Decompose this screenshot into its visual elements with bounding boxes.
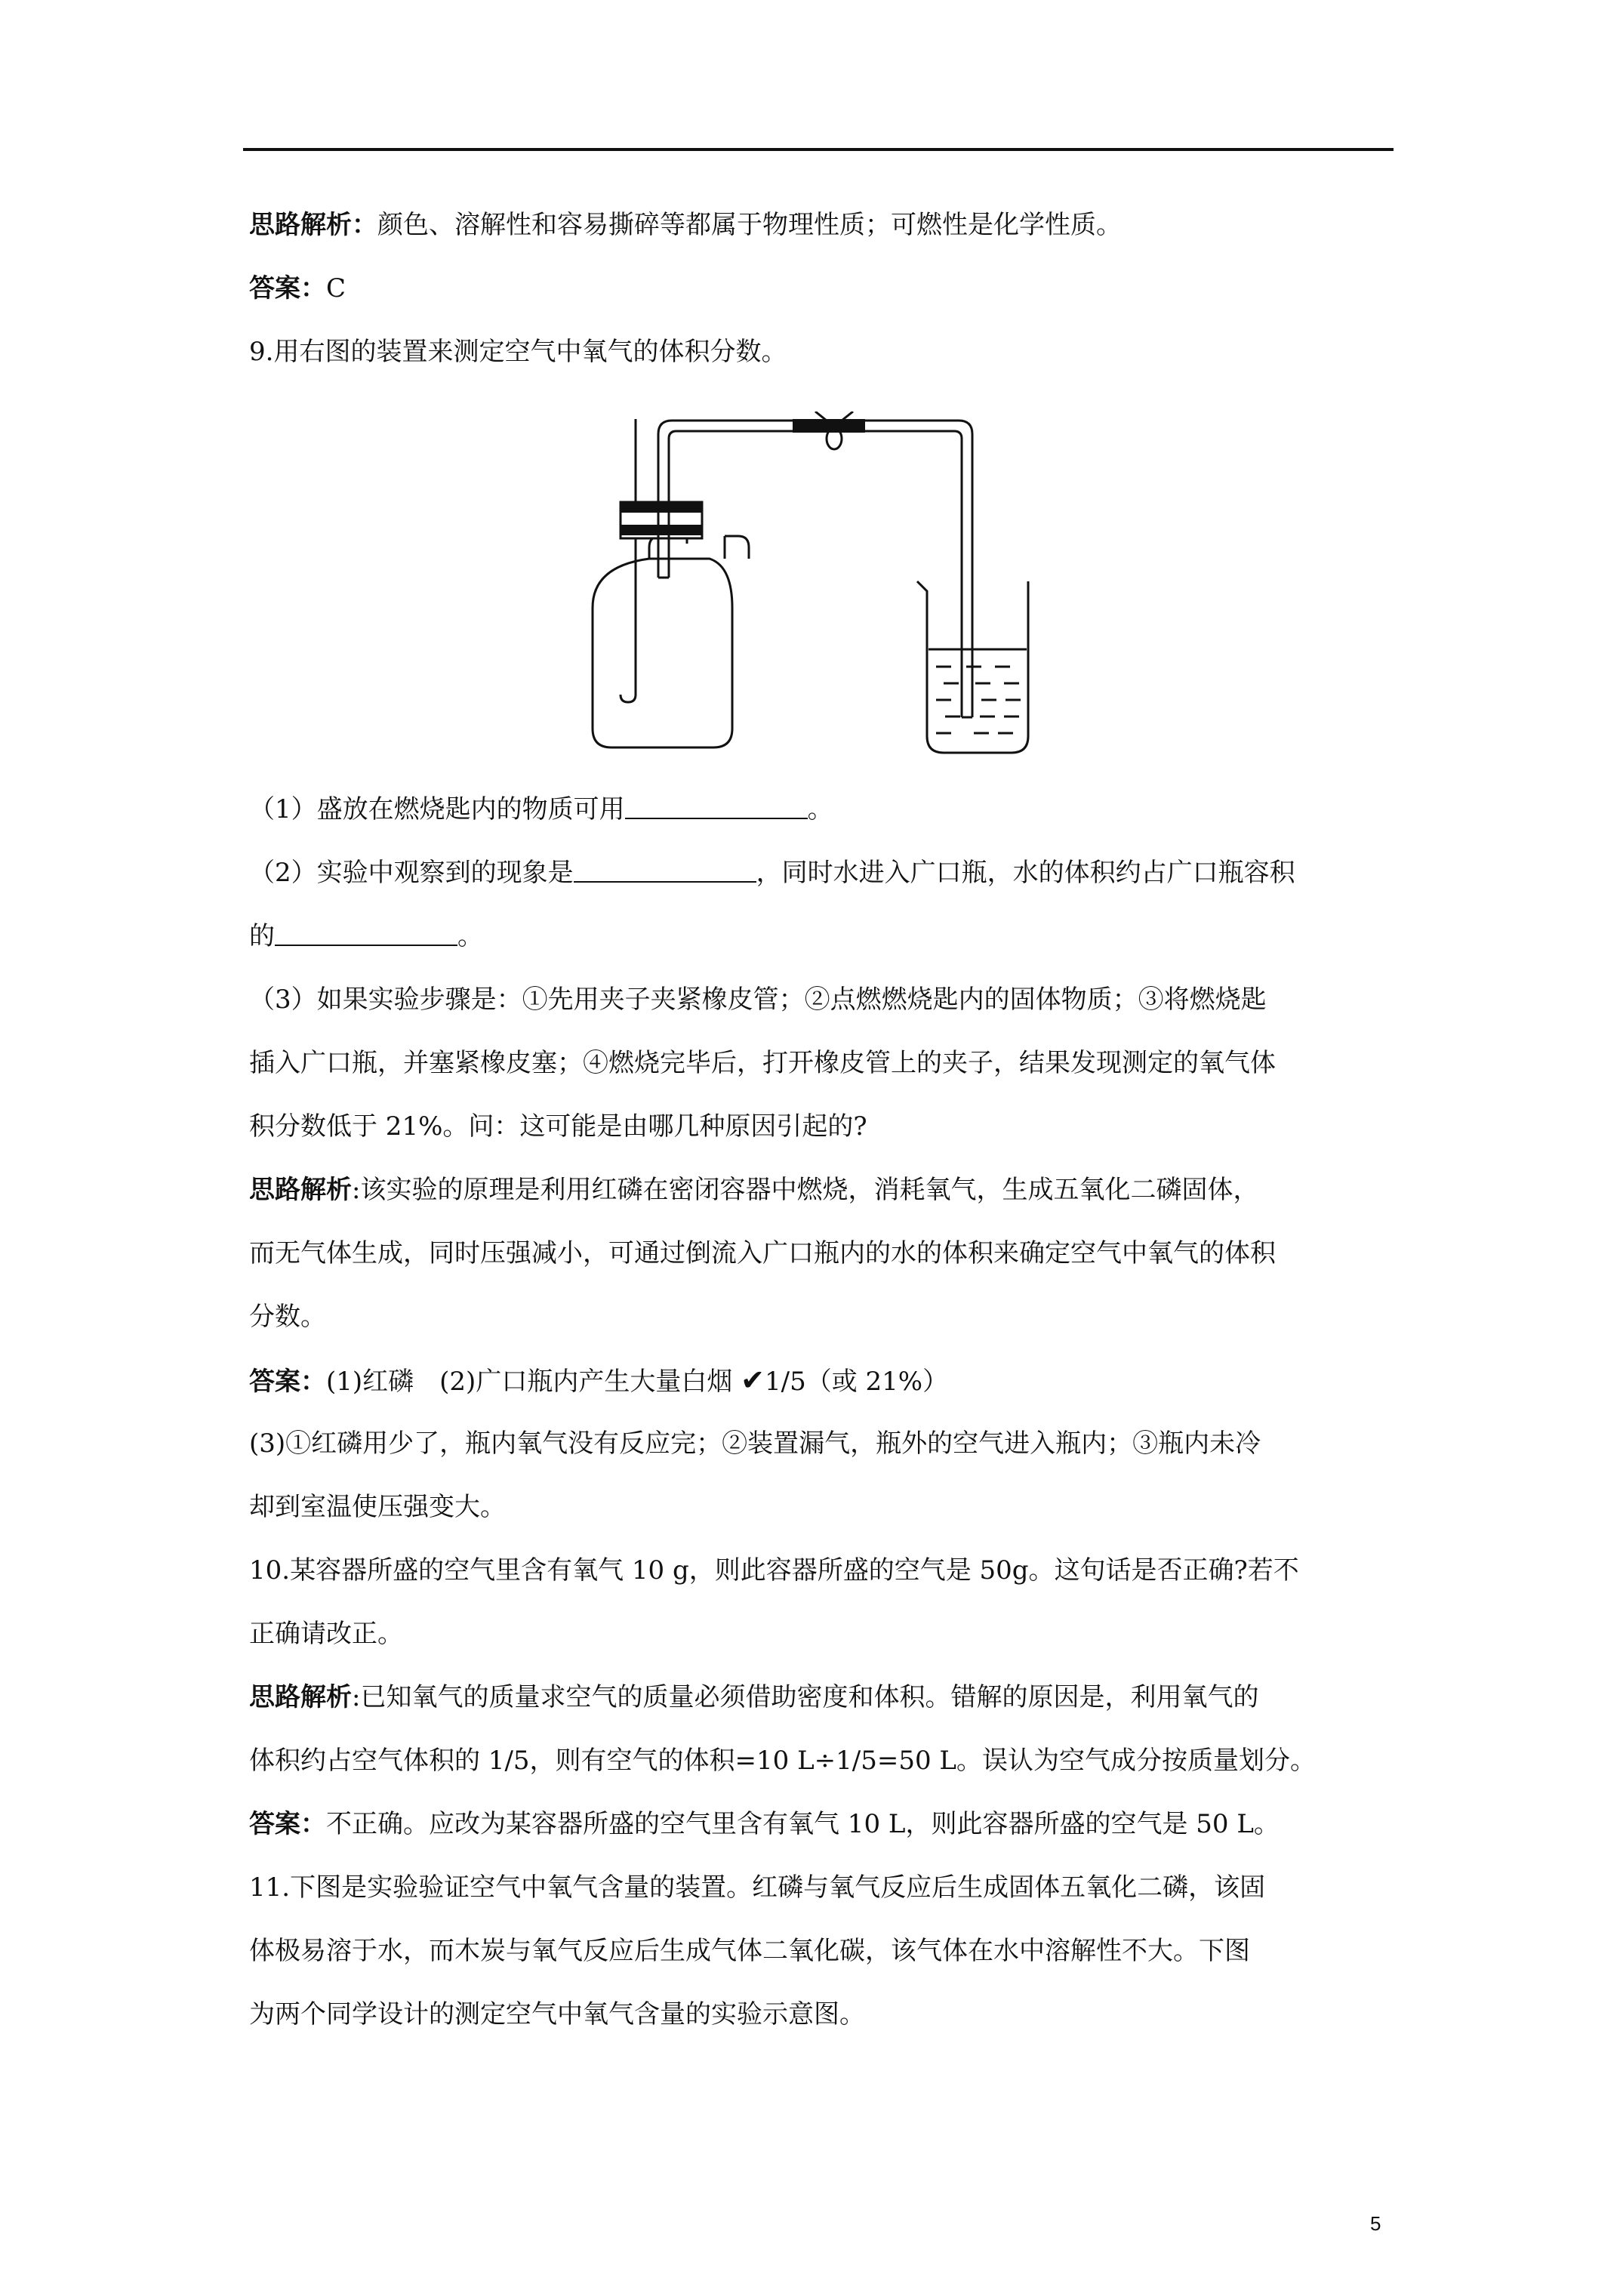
analysis-label: 思路解析： bbox=[249, 210, 377, 240]
analysis-line bbox=[249, 210, 1397, 240]
answer-label: 答案： bbox=[249, 1367, 326, 1397]
question-11-line-3: 为两个同学设计的测定空气中氧气含量的实验示意图。 bbox=[249, 1999, 865, 2029]
answer-text: C bbox=[326, 273, 346, 304]
question-9-part-2: （2）实验中观察到的现象是 ，同时水进入广口瓶，水的体积约占广口瓶容积 bbox=[249, 858, 1295, 888]
analysis-label: 思路解析 bbox=[249, 1682, 352, 1712]
question-10-stem-line-1: 10.某容器所盛的空气里含有氧气 10 g，则此容器所盛的空气是 50g。这句话是否正确?若不 bbox=[249, 1555, 1299, 1586]
combustion-spoon bbox=[621, 695, 636, 702]
question-9-answer-line-3: 却到室温使压强变大。 bbox=[249, 1492, 506, 1522]
question-11-line-1: 11.下图是实验验证空气中氧气含量的装置。红磷与氧气反应后生成固体五氧化二磷，该固 bbox=[249, 1872, 1266, 1903]
header-rule bbox=[243, 148, 1394, 151]
apparatus-diagram bbox=[581, 411, 1042, 759]
page-number: 5 bbox=[1370, 2212, 1381, 2235]
answer-blank[interactable] bbox=[574, 860, 756, 883]
question-9-answer-line-1: 答案：(1)红磷 (2)广口瓶内产生大量白烟 ✔1/5（或 21%） bbox=[249, 1364, 949, 1397]
question-10-analysis-line-2: 体积约占空气体积的 1/5，则有空气的体积=10 L÷1/5=50 L。误认为空气成分按质量划分。 bbox=[249, 1746, 1317, 1776]
glass-tube-outer bbox=[658, 421, 972, 717]
bottle-body bbox=[593, 559, 732, 747]
analysis-label: 思路解析 bbox=[249, 1175, 352, 1205]
glass-tube-inner bbox=[669, 431, 962, 717]
stopper-band-top bbox=[621, 502, 702, 513]
answer-line bbox=[249, 273, 1397, 304]
check-mark-icon: ✔ bbox=[741, 1364, 765, 1397]
question-9-analysis-line-1: 思路解析:该实验的原理是利用红磷在密闭容器中燃烧，消耗氧气，生成五氧化二磷固体， bbox=[249, 1175, 1259, 1205]
question-10-stem-line-2: 正确请改正。 bbox=[249, 1619, 403, 1649]
water-dashes bbox=[936, 667, 1021, 733]
question-9-analysis-line-3: 分数。 bbox=[249, 1302, 326, 1332]
analysis-text: 颜色、溶解性和容易撕碎等都属于物理性质；可燃性是化学性质。 bbox=[377, 210, 1122, 240]
question-9-part-3-line-2: 插入广口瓶，并塞紧橡皮塞；④燃烧完毕后，打开橡皮管上的夹子，结果发现测定的氧气体 bbox=[249, 1048, 1276, 1078]
question-10-answer: 答案：不正确。应改为某容器所盛的空气里含有氧气 10 L，则此容器所盛的空气是 50 L。 bbox=[249, 1809, 1280, 1839]
question-9-stem: 9.用右图的装置来测定空气中氧气的体积分数。 bbox=[249, 337, 787, 367]
question-9-part-3-line-3: 积分数低于 21%。问：这可能是由哪几种原因引起的? bbox=[249, 1111, 867, 1142]
question-9-part-2-cont: 的 。 bbox=[249, 921, 483, 951]
question-10-analysis-line-1: 思路解析:已知氧气的质量求空气的质量必须借助密度和体积。错解的原因是，利用氧气的 bbox=[249, 1682, 1259, 1712]
question-9-analysis-line-2: 而无气体生成，同时压强减小，可通过倒流入广口瓶内的水的体积来确定空气中氧气的体积 bbox=[249, 1238, 1276, 1268]
question-9-answer-line-2: (3)①红磷用少了，瓶内氧气没有反应完；②装置漏气，瓶外的空气进入瓶内；③瓶内未冷 bbox=[249, 1428, 1261, 1459]
answer-blank[interactable] bbox=[625, 797, 808, 819]
stopper-band-bottom bbox=[621, 525, 702, 535]
question-9-part-1: （1）盛放在燃烧匙内的物质可用 。 bbox=[249, 794, 833, 824]
question-11-line-2: 体极易溶于水，而木炭与氧气反应后生成气体二氧化碳，该气体在水中溶解性不大。下图 bbox=[249, 1936, 1250, 1966]
question-9-part-3-line-1: （3）如果实验步骤是：①先用夹子夹紧橡皮管；②点燃燃烧匙内的固体物质；③将燃烧匙 bbox=[249, 985, 1267, 1015]
answer-label: 答案： bbox=[249, 273, 326, 304]
answer-label: 答案： bbox=[249, 1809, 326, 1839]
answer-blank[interactable] bbox=[275, 923, 457, 946]
